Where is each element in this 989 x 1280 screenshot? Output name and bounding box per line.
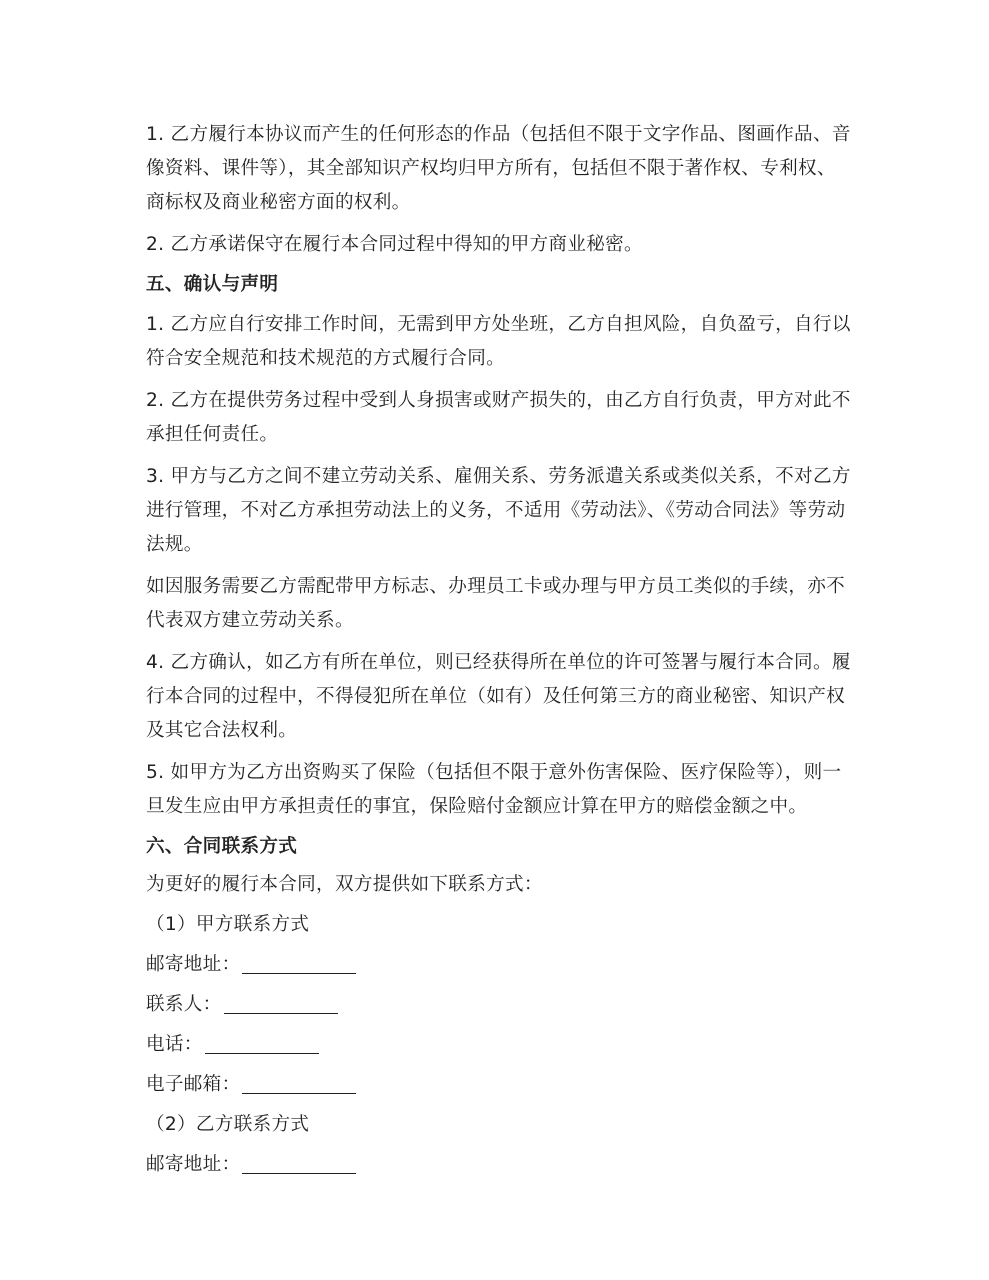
party-a-email-label: 电子邮箱： <box>146 1074 241 1095</box>
party-a-phone-field <box>146 1030 851 1060</box>
clause-5-4: 4. 乙方确认，如乙方有所在单位，则已经获得所在单位的许可签署与履行本合同。履行本合同的过程中，不得侵犯所在单位（如有）及任何第三方的商业秘密、知识产权及其它合法权利。 <box>146 652 851 741</box>
party-a-email-field <box>146 1070 851 1100</box>
clause-5-1: 1. 乙方应自行安排工作时间，无需到甲方处坐班，乙方自担风险，自负盈亏，自行以符合安全规范和技术规范的方式履行合同。 <box>146 314 851 369</box>
clause-4-2: 2. 乙方承诺保守在履行本合同过程中得知的甲方商业秘密。 <box>146 234 643 255</box>
contact-intro: 为更好的履行本合同，双方提供如下联系方式： <box>146 874 543 895</box>
clause-5-5: 5. 如甲方为乙方出资购买了保险（包括但不限于意外伤害保险、医疗保险等），则一旦发生应由甲方承担责任的事宜，保险赔付金额应计算在甲方的赔偿金额之中。 <box>146 762 842 817</box>
party-a-phone-label: 电话： <box>146 1034 203 1055</box>
party-a-address-label: 邮寄地址： <box>146 954 241 975</box>
party-a-contact-blank <box>224 1012 338 1014</box>
party-b-address-field <box>146 1150 851 1180</box>
party-b-address-label: 邮寄地址： <box>146 1154 241 1175</box>
party-a-contact-field <box>146 990 851 1020</box>
party-a-phone-blank <box>205 1052 319 1054</box>
party-a-address-blank <box>242 972 356 974</box>
section-6-heading: 六、合同联系方式 <box>146 836 298 857</box>
document-page <box>146 118 851 1190</box>
party-b-title: （2）乙方联系方式 <box>146 1114 310 1135</box>
section-5-heading: 五、确认与声明 <box>146 274 279 295</box>
party-a-address-field <box>146 950 851 980</box>
clause-5-3: 3. 甲方与乙方之间不建立劳动关系、雇佣关系、劳务派遣关系或类似关系，不对乙方进行管理，不对乙方承担劳动法上的义务，不适用《劳动法》、《劳动合同法》等劳动法规。 <box>146 466 851 555</box>
clause-5-3-note: 如因服务需要乙方需配带甲方标志、办理员工卡或办理与甲方员工类似的手续，亦不代表双方建立劳动关系。 <box>146 576 846 631</box>
clause-4-1: 1. 乙方履行本协议而产生的任何形态的作品（包括但不限于文字作品、图画作品、音像资料、课件等），其全部知识产权均归甲方所有，包括但不限于著作权、专利权、商标权及商业秘密方面的权利。 <box>146 124 851 213</box>
clause-5-2: 2. 乙方在提供劳务过程中受到人身损害或财产损失的，由乙方自行负责，甲方对此不承担任何责任。 <box>146 390 851 445</box>
party-a-contact-label: 联系人： <box>146 994 222 1015</box>
party-a-title: （1）甲方联系方式 <box>146 914 310 935</box>
party-a-email-blank <box>242 1092 356 1094</box>
party-b-address-blank <box>242 1172 356 1174</box>
